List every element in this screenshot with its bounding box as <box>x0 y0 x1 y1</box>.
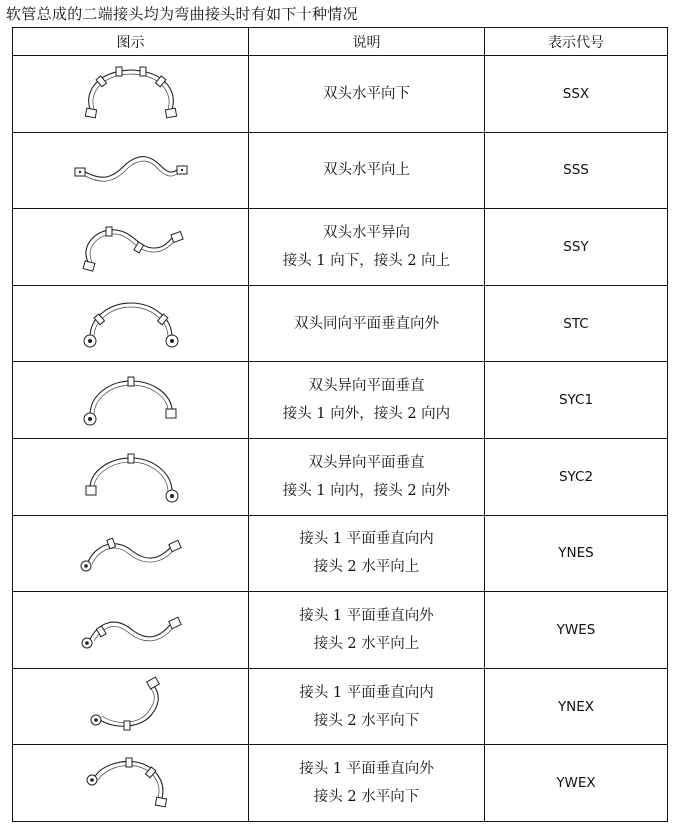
description-line: 双头异向平面垂直 <box>308 378 425 395</box>
code-cell: SSY <box>485 209 668 286</box>
description-line: 双头同向平面垂直向外 <box>294 315 439 332</box>
description-cell <box>249 668 485 745</box>
table-row <box>13 745 668 822</box>
table-header-row <box>13 28 668 56</box>
description-line: 接头 1 平面垂直向外 <box>299 761 434 778</box>
table-row <box>13 132 668 209</box>
figure-cell <box>13 209 249 286</box>
description-line: 双头水平异向 <box>323 224 410 241</box>
description-line: 接头 1 向外，接头 2 向内 <box>282 406 451 423</box>
hose-fitting-table <box>12 27 668 822</box>
description-line: 接头 1 向下，接头 2 向上 <box>282 252 451 269</box>
hose-ends-opposite-icon <box>76 218 186 276</box>
figure-cell <box>13 362 249 439</box>
description-cell <box>249 285 485 362</box>
hose-one-out-two-up-icon <box>76 605 186 655</box>
table-row <box>13 285 668 362</box>
hose-diff-plane-vertical-1-icon <box>76 371 186 429</box>
table-row <box>13 209 668 286</box>
description-line: 双头异向平面垂直 <box>308 454 425 471</box>
figure-cell <box>13 515 249 592</box>
hose-both-ends-up-icon <box>71 150 191 190</box>
code-cell: SYC2 <box>485 438 668 515</box>
description-cell <box>249 515 485 592</box>
figure-cell <box>13 438 249 515</box>
table-caption: 软管总成的二端接头均为弯曲接头时有如下十种情况 <box>6 5 358 23</box>
figure-cell <box>13 592 249 669</box>
figure-cell <box>13 668 249 745</box>
description-line: 接头 2 水平向上 <box>313 559 420 576</box>
code-cell: STC <box>485 285 668 362</box>
description-cell <box>249 132 485 209</box>
description-cell <box>249 362 485 439</box>
table-row <box>13 515 668 592</box>
code-cell: YNES <box>485 515 668 592</box>
header-code: 表示代号 <box>485 28 668 56</box>
table-row <box>13 362 668 439</box>
description-line: 接头 1 向内，接头 2 向外 <box>282 482 451 499</box>
description-line: 接头 2 水平向下 <box>313 789 420 806</box>
description-line: 接头 1 平面垂直向外 <box>299 607 434 624</box>
description-cell <box>249 209 485 286</box>
hose-both-ends-down-icon <box>76 63 186 125</box>
description-cell <box>249 56 485 133</box>
code-cell: SSX <box>485 56 668 133</box>
hose-one-out-two-down-icon <box>76 752 186 814</box>
description-line: 接头 2 水平向下 <box>313 712 420 729</box>
code-cell: SYC1 <box>485 362 668 439</box>
figure-cell <box>13 285 249 362</box>
code-cell: SSS <box>485 132 668 209</box>
table-row <box>13 56 668 133</box>
code-cell: YNEX <box>485 668 668 745</box>
description-cell <box>249 438 485 515</box>
hose-diff-plane-vertical-2-icon <box>76 448 186 506</box>
table-row <box>13 592 668 669</box>
hose-same-plane-vertical-out-icon <box>76 295 186 353</box>
hose-one-in-two-down-icon <box>76 676 186 738</box>
figure-cell <box>13 56 249 133</box>
header-description: 说明 <box>249 28 485 56</box>
description-line: 接头 2 水平向上 <box>313 635 420 652</box>
code-cell: YWEX <box>485 745 668 822</box>
description-cell <box>249 592 485 669</box>
hose-one-in-two-up-icon <box>76 528 186 578</box>
figure-cell <box>13 132 249 209</box>
description-line: 接头 1 平面垂直向内 <box>299 684 434 701</box>
code-cell: YWES <box>485 592 668 669</box>
table-row <box>13 438 668 515</box>
description-line: 双头水平向上 <box>323 162 410 179</box>
description-line: 接头 1 平面垂直向内 <box>299 531 434 548</box>
description-cell <box>249 745 485 822</box>
header-figure: 图示 <box>13 28 249 56</box>
description-line: 双头水平向下 <box>323 85 410 102</box>
table-row <box>13 668 668 745</box>
figure-cell <box>13 745 249 822</box>
